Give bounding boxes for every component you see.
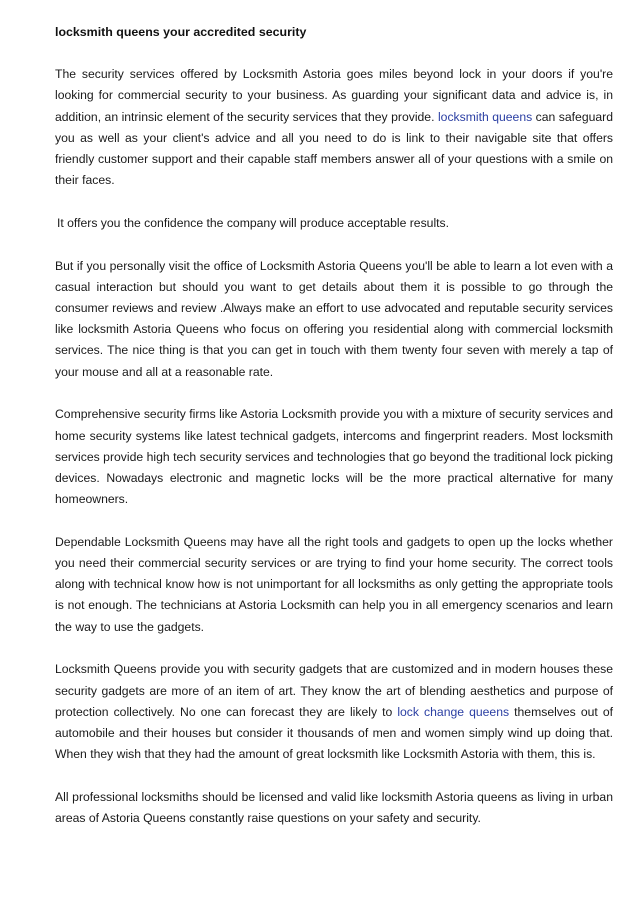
paragraph-5: Dependable Locksmith Queens may have all the right tools and gadgets to open up the locks whether you need their commercial security services or are trying to find your home security. The correct tools along with technical know how is not unimportant for all locksmiths as only getting the appropriate tools is not enough. The technicians at Astoria Locksmith can help you in all emergency scenarios and learn the way to use the gadgets. bbox=[55, 534, 613, 634]
paragraph-4: Comprehensive security firms like Astoria Locksmith provide you with a mixture of security services and home security systems like latest technical gadgets, intercoms and fingerprint readers. Most locksmith services provide high tech security services and technologies that go beyond the traditional lock picking devices. Nowadays electronic and magnetic locks will be the more practical alternative for many homeowners. bbox=[55, 407, 613, 507]
paragraph-2: It offers you the confidence the company will produce acceptable results. bbox=[57, 215, 450, 230]
locksmith-queens-link[interactable]: locksmith queens bbox=[437, 109, 533, 124]
document-title: locksmith queens your accredited security bbox=[55, 25, 307, 39]
lock-change-queens-link[interactable]: lock change queens bbox=[397, 704, 510, 719]
paragraph-1-text-before: The security services offered by Locksmith Astoria goes miles beyond lock in your doors if you're looking for commercial security to your business. As guarding your significant data and advice is, in addition, an intrinsic element of the security services that they provide. bbox=[55, 67, 613, 124]
document-page bbox=[55, 22, 613, 851]
paragraph-1-text-after: can safeguard you as well as your client's advice and all you need to do is link to their navigable site that offers friendly customer support and their capable staff members answer all of your questions with a smile on their faces. bbox=[55, 109, 613, 188]
paragraph-3: But if you personally visit the office of Locksmith Astoria Queens you'll be able to learn a lot even with a casual interaction but should you want to get details about them it is possible to go through the consumer reviews and review .Always make an effort to use advocated and reputable security services like locksmith Astoria Queens who focus on offering you residential along with commercial locksmith services. The nice thing is that you can get in touch with them twenty four seven with merely a tap of your mouse and all at a reasonable rate. bbox=[55, 258, 613, 379]
paragraph-7: All professional locksmiths should be licensed and valid like locksmith Astoria queens as living in urban areas of Astoria Queens constantly raise questions on your safety and security. bbox=[55, 789, 613, 826]
paragraph-6 bbox=[55, 659, 613, 765]
paragraph-6-text-after: themselves out of automobile and their houses but consider it thousands of men and women simply wind up doing that. When they wish that they had the amount of great locksmith like Locksmith Astoria with them, this is. bbox=[55, 704, 613, 762]
paragraph-1 bbox=[55, 64, 613, 191]
paragraph-6-text-before: Locksmith Queens provide you with security gadgets that are customized and in modern houses these security gadgets are more of an item of art. They know the art of blending aesthetics and purpose of protection collectively. No one can forecast they are likely to bbox=[55, 662, 613, 719]
